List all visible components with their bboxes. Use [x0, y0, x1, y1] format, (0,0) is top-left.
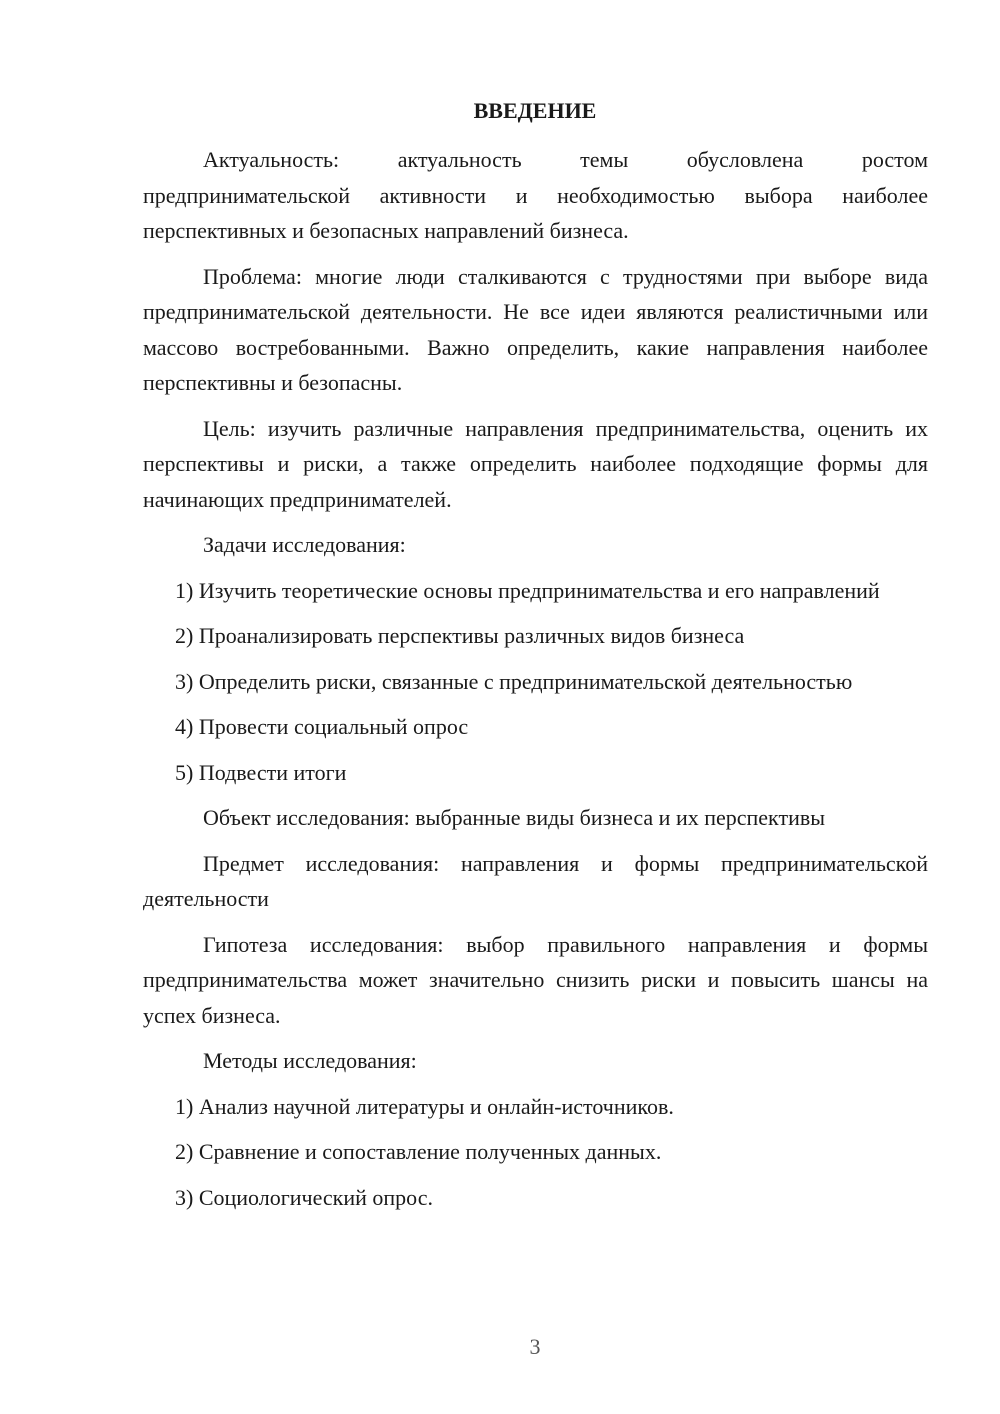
- tasks-title: Задачи исследования:: [203, 532, 406, 557]
- research-object: Объект исследования: выбранные виды бизнеса и их перспективы: [203, 805, 826, 830]
- task-item: 1) Изучить теоретические основы предпринимательства и его направлений: [175, 577, 880, 603]
- method-item: 3) Социологический опрос.: [175, 1184, 433, 1210]
- section-heading: ВВЕДЕНИЕ: [473, 98, 597, 123]
- task-item: 2) Проанализировать перспективы различных видов бизнеса: [175, 623, 745, 648]
- problem-paragraph: Проблема: многие люди сталкиваются с трудностями при выборе вида предпринимательской деятельности. Не все идеи являются реалистичными или массово востребованными. Важно определить, какие направления наиболее перспективны и безопасны.: [143, 263, 928, 395]
- research-hypothesis: Гипотеза исследования: выбор правильного направления и формы предпринимательства может значительно снизить риски и повысить шансы на успех бизнеса.: [143, 931, 928, 1028]
- task-item: 3) Определить риски, связанные с предпринимательской деятельностью: [175, 668, 853, 694]
- research-subject: Предмет исследования: направления и формы предпринимательской деятельности: [143, 850, 928, 911]
- relevance-paragraph: Актуальность: актуальность темы обусловлена ростом предпринимательской активности и необходимостью выбора наиболее перспективных и безопасных направлений бизнеса.: [143, 147, 928, 243]
- task-item: 4) Провести социальный опрос: [175, 714, 469, 739]
- methods-title: Методы исследования:: [203, 1048, 417, 1073]
- task-item: 5) Подвести итоги: [175, 759, 347, 785]
- document-body: [143, 142, 928, 1225]
- goal-paragraph: Цель: изучить различные направления предпринимательства, оценить их перспективы и риски, а также определить наиболее подходящие формы для начинающих предпринимателей.: [143, 415, 928, 512]
- page-number: 3: [529, 1334, 541, 1359]
- method-item: 2) Сравнение и сопоставление полученных данных.: [175, 1139, 662, 1164]
- method-item: 1) Анализ научной литературы и онлайн-источников.: [175, 1093, 674, 1119]
